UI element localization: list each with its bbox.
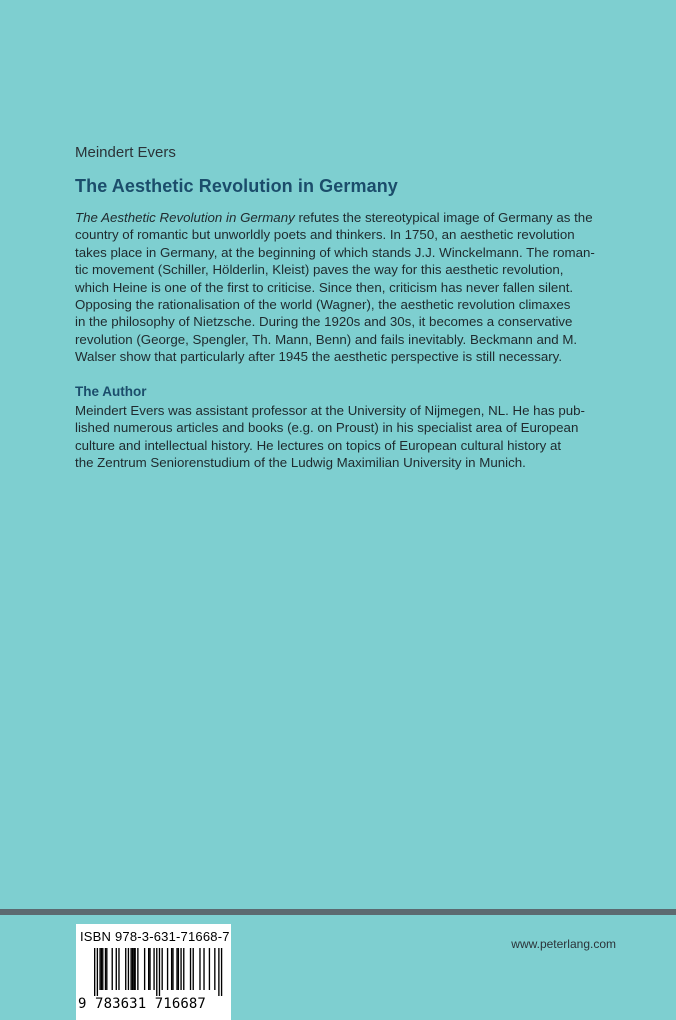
barcode-bar <box>214 948 215 990</box>
barcode-bar <box>167 948 168 990</box>
blurb-line: takes place in Germany, at the beginning of which stands J.J. Winckelmann. The roman- <box>75 244 595 260</box>
blurb-line: tic movement (Schiller, Hölderlin, Kleist) paves the way for this aesthetic revolution, <box>75 262 564 278</box>
barcode-bar <box>178 948 179 990</box>
blurb-italic-title: The Aesthetic Revolution in Germany <box>75 210 295 225</box>
barcode-bar <box>133 948 134 990</box>
barcode <box>80 948 227 996</box>
barcode-bar <box>116 948 117 990</box>
barcode-bar <box>153 948 154 990</box>
barcode-bar <box>102 948 103 990</box>
barcode-bar <box>94 948 95 996</box>
barcode-bar <box>125 948 126 990</box>
barcode-bar <box>101 948 102 990</box>
barcode-bar <box>99 948 100 990</box>
barcode-bar <box>149 948 150 990</box>
barcode-bar <box>118 948 119 990</box>
barcode-bar <box>203 948 204 990</box>
author-bio <box>75 402 585 472</box>
barcode-bar <box>128 948 129 990</box>
blurb-line: in the philosophy of Nietzsche. During the 1920s and 30s, it becomes a conservative <box>75 314 573 330</box>
barcode-box <box>76 924 231 1020</box>
blurb-line: The Aesthetic Revolution in Germany refutes the stereotypical image of Germany as the <box>75 210 593 225</box>
blurb-line: Opposing the rationalisation of the world (Wagner), the aesthetic revolution climaxes <box>75 297 571 313</box>
barcode-bar <box>132 948 133 990</box>
barcode-bar <box>156 948 157 996</box>
blurb <box>75 209 595 366</box>
barcode-bar <box>183 948 184 990</box>
author-bio-line: the Zentrum Seniorenstudium of the Ludwig Maximilian University in Munich. <box>75 455 526 471</box>
blurb-line: revolution (George, Spengler, Th. Mann, Benn) and fails inevitably. Beckmann and M. <box>75 331 578 347</box>
barcode-bar <box>193 948 194 990</box>
barcode-bar <box>162 948 163 990</box>
author-bio-line: Meindert Evers was assistant professor at the University of Nijmegen, NL. He has pub- <box>75 403 585 418</box>
author-bio-line: culture and intellectual history. He lectures on topics of European cultural history at <box>75 437 562 453</box>
barcode-bar <box>144 948 145 990</box>
blurb-line: Walser show that particularly after 1945 the aesthetic perspective is still necessary. <box>75 349 563 365</box>
barcode-bar <box>209 948 210 990</box>
barcode-bar <box>159 948 160 996</box>
author-heading: The Author <box>75 384 147 399</box>
barcode-bar <box>199 948 200 990</box>
author-bio-line: lished numerous articles and books (e.g. on Proust) in his specialist area of European <box>75 420 579 436</box>
divider-bar <box>0 909 676 915</box>
book-title: The Aesthetic Revolution in Germany <box>75 176 398 196</box>
barcode-bar <box>172 948 173 990</box>
barcode-bar <box>176 948 177 990</box>
barcode-bar <box>130 948 131 990</box>
barcode-bar <box>180 948 181 990</box>
barcode-bar <box>171 948 172 990</box>
isbn-label: ISBN 978-3-631-71668-7 <box>80 929 230 944</box>
barcode-bar <box>137 948 138 990</box>
blurb-line: which Heine is one of the first to criticise. Since then, criticism has never fallen silent. <box>75 279 574 295</box>
barcode-bar <box>105 948 106 990</box>
barcode-bar <box>148 948 149 990</box>
barcode-bar <box>218 948 219 996</box>
barcode-bar <box>190 948 191 990</box>
barcode-bar <box>97 948 98 996</box>
barcode-digits: 9 783631 716687 <box>78 996 206 1012</box>
author-name: Meindert Evers <box>75 144 176 161</box>
barcode-bar <box>221 948 222 996</box>
barcode-bar <box>106 948 107 990</box>
barcode-bar <box>135 948 136 990</box>
blurb-line: country of romantic but unworldly poets and thinkers. In 1750, an aesthetic revolution <box>75 227 575 243</box>
barcode-bar <box>112 948 113 990</box>
publisher-website[interactable]: www.peterlang.com <box>511 937 616 951</box>
